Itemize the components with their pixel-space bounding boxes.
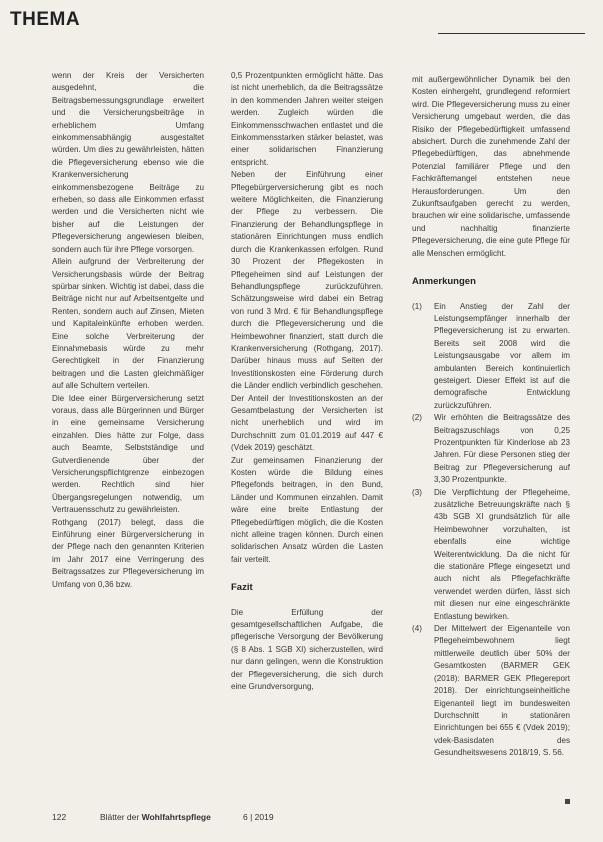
paragraph: Die Idee einer Bürgerversicherung setzt voraus, dass alle Bürgerinnen und Bürger in eine gemeinsame Versicherung einzahlen. Dies hätte zur Folge, dass auch Beamte, Selbstständige und Gutverdienende über der Versicherungspflichtgrenze einbezogen werden. Rechtlich sind hier Übergangsregelungen notwendig, um Vertrauensschutz zu gewährleisten. [52,393,204,515]
note-item [412,623,570,759]
header-rule [438,33,585,34]
note-text: Wir erhöhten die Beitragssätze des Beitragszuschlags von 0,25 Prozentpunkten für Kinderlose ab 23 Jahren. Für diese Personen stieg der Beitrag zur Pflegeversicherung auf 3,30 Prozentpunkte. [434,413,570,485]
journal-name-main: Wohlfahrtspflege [141,812,211,822]
paragraph: Allein aufgrund der Verbreiterung der Versicherungsbasis würde der Beitrag spürbar sinken. Wichtig ist dabei, dass die Beiträge nicht nur auf Arbeitsentgelte und Renten, sondern auch auf Zinsen, Mieten und Kapitaleinkünfte erhoben werden. Eine solche Verbreiterung der Einnahmebasis würde zu mehr Gerechtigkeit in der Finanzierung beitragen und die Lasten gleichmäßiger auf alle Schultern verteilen. [52,257,204,391]
paragraph: wenn der Kreis der Versicherten ausgedehnt, die Beitragsbemessungsgrundlage erweitert und die Versicherungsbeiträge in erheblichem Umfang einkommensabhängig ausgestaltet würden. Um dies zu gewährleisten, hätten die Pflegeversicherung ebenso wie die Krankenversicherung einkommensbezogene Beiträge zu erheben, so dass alle Einkommen erfasst werden und die Versicherten nicht wie bisher auf die Leistungen der Pflegeversicherung angewiesen bleiben, sondern auch für ihre Pflege vorsorgen. [52,71,204,254]
paragraph: 0,5 Prozentpunkten ermöglicht hätte. Das ist nicht unerheblich, da die Beitragssätze in den kommenden Jahren weiter steigen werden. Zugleich würden die Einkommensschwachen entlastet und die Einkommensstarken stärker belastet, was einer solidarischen Finanzierung entspricht. [231,71,383,167]
paragraph: mit außergewöhnlicher Dynamik bei den Kosten einhergeht, grundlegend reformiert wird. Die Pflegeversicherung muss zu einer Versicherung umgebaut werden, die das Risiko der Pflegebedürftigkeit umfassend absichert. Durch die zunehmende Zahl der Pflegebedürftigen, das abnehmende Potenzial familiärer Pflege und den Fachkräftemangel entstehen neue Herausforderungen. Um den Zukunftsaufgaben gerecht zu werden, brauchen wir eine solidarische, umfassende und nachhaltig finanzierte Pflegeversicherung, die eine gute Pflege für alle Menschen ermöglicht. [412,75,570,258]
paragraph: Neben der Einführung einer Pflegebürgerversicherung gibt es noch weitere Möglichkeiten, die Finanzierung der Pflege zu verbessern. Die Finanzierung der Behandlungspflege in stationären Einrichtungen muss endlich durch die Krankenkassen erfolgen. Rund 30 Prozent der Pflegekosten in Pflegeheimen sind auf Leistungen der Behandlungspflege zurückzuführen. Schätzungsweise wird dabei ein Betrag von rund 3 Mrd. € für Behandlungspflege durch die Pflegeversicherung und die Heimbewohner finanziert, statt durch die Krankenversicherung (Rothgang, 2017). Darüber hinaus muss auf Seiten der Investitionskosten eine Förderung durch die Länder endlich verbindlich geschehen. Der Anteil der Investitionskosten an der Gesamtbelastung der Versicherten ist nicht unerheblich und wird im Durchschnitt zum 01.01.2019 auf 447 € (Vdek 2019) geschätzt. [231,170,383,453]
paragraph: Rothgang (2017) belegt, dass die Einführung einer Bürgerversicherung in der Pflege nach den genannten Kriterien im Jahr 2017 eine Verringerung des Beitragssatzes zur Pflegeversicherung im Umfang von 0,36 bzw. [52,517,204,589]
paragraph: Die Erfüllung der gesamtgesellschaftlichen Aufgabe, die pflegerische Versorgung der Bevölkerung (§ 8 Abs. 1 SGB XI) sicherzustellen, wird nur dann gelingen, wenn die Konstruktion der Pflegeversicherung, die sich durch eine Grundversorgung, [231,607,383,692]
note-number: (1) [412,301,422,311]
note-item [412,487,570,623]
note-item [412,412,570,486]
fazit-heading: Fazit [231,582,253,594]
note-text: Ein Anstieg der Zahl der Leistungsempfänger innerhalb der Pflegeversicherung ist zu erwarten. Bereits seit 2008 wird die Leistungsausgabe vor allem im ambulanten Bereich kontinuierlich gesteigert. Dieser Effekt ist auf die demografische Entwicklung zurückzuführen. [434,301,570,410]
section-title: THEMA [10,9,81,30]
journal-name [100,812,211,822]
text-column-3 [412,74,570,760]
note-text: Die Verpflichtung der Pflegeheime, zusätzliche Betreuungskräfte nach § 43b SGB XI grundsätzlich für alle Heimbewohner vorzuhalten, ist ebenfalls eine wichtige Weiterentwicklung. Da die nicht für die stationäre Pflege eingesetzt und auch nicht als Pflegefachkräfte verwendet werden dürfen, lässt sich mit diesen nur eine eingeschränkte Entlastung bewirken. [434,487,570,621]
journal-name-prefix: Blätter der [100,812,140,822]
note-item [412,301,570,413]
note-text: Der Mittelwert der Eigenanteile von Pflegeheimbewohnern liegt mittlerweile deutlich über 50% der Gesamtkosten (BARMER GEK (2018): BARMER GEK Pflegereport 2018). Der einrichtungseinheitliche Eigenanteil liegt im bundesweiten Durchschnitt in stationären Einrichtungen bei 655 € (Vdek 2019); vdek-Basisdaten des Gesundheitswesens 2018/19, S. 56. [434,624,570,758]
note-number: (3) [412,487,422,497]
end-of-article-mark [565,799,570,804]
note-number: (2) [412,413,422,423]
note-number: (4) [412,624,422,634]
page-number: 122 [52,812,67,822]
text-column-2 [231,70,383,694]
text-column-1 [52,70,204,591]
issue-number: 6 | 2019 [243,812,274,822]
paragraph: Zur gemeinsamen Finanzierung der Kosten würde die Bildung eines Pflegefonds beitragen, in den Bund, Länder und Kommunen einzahlen. Damit wäre eine breite Entlastung der Pflegebedürftigen möglich, die die Kosten nicht alleine tragen können. Durch einen solidarischen Ansatz würden die Lasten fair verteilt. [231,455,383,564]
notes-heading: Anmerkungen [412,276,476,288]
